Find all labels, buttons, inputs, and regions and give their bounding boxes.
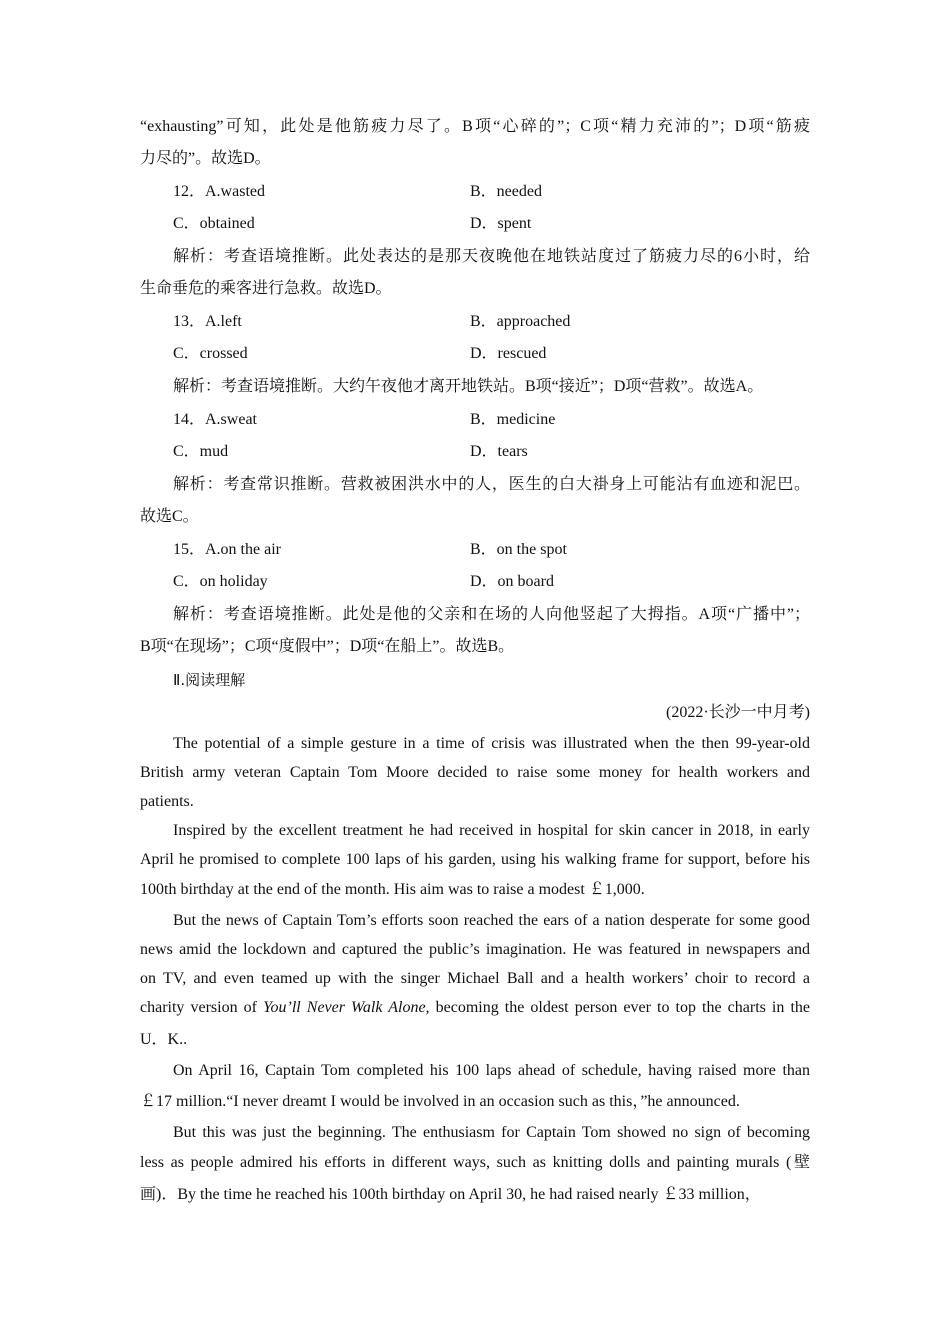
- explanation-11-line-3: 力尽的”。故选D。: [140, 150, 271, 167]
- passage-p4-line-1: On April 16, Captain Tom completed his 100 laps ahead of schedule, having raised more than: [173, 1062, 810, 1079]
- p3-text-after-title: becoming the oldest person ever to top the charts in the: [429, 999, 810, 1016]
- q12-option-d: D．spent: [470, 215, 532, 232]
- q14-option-c: C．mud: [173, 443, 229, 460]
- passage-source: (2022·长沙一中月考): [666, 704, 810, 721]
- q14-explanation-line-1: 解析：考查常识推断。营救被困洪水中的人，医生的白大褂身上可能沾有血迹和泥巴。: [173, 476, 810, 493]
- passage-p2-line-2: April he promised to complete 100 laps of his garden, using his walking frame for support, before his: [140, 851, 810, 868]
- p3-text-before-title: charity version of: [140, 999, 264, 1016]
- passage-p1-line-1: The potential of a simple gesture in a time of crisis was illustrated when the then 99-year-old: [173, 735, 810, 752]
- q14-option-a: 14．A.sweat: [173, 411, 257, 428]
- passage-p3-line-2: news amid the lockdown and captured the public’s imagination. He was featured in newspapers and: [140, 941, 810, 958]
- q13-explanation: 解析：考查语境推断。大约午夜他才离开地铁站。B项“接近”；D项“营救”。故选A。: [173, 378, 764, 395]
- explanation-11-line-2: “exhausting”可知，此处是他筋疲力尽了。B项“心碎的”；C项“精力充沛的”；D项“筋疲: [140, 118, 810, 135]
- q15-option-d: D．on board: [470, 573, 554, 590]
- passage-p1-line-2: British army veteran Captain Tom Moore decided to raise some money for health workers and: [140, 764, 810, 781]
- passage-p5-line-3: 画)．By the time he reached his 100th birthday on April 30, he had raised nearly ￡33 million，: [140, 1186, 761, 1203]
- passage-p3-line-4: [140, 998, 810, 1018]
- passage-p2-line-1: Inspired by the excellent treatment he had received in hospital for skin cancer in 2018, in early: [173, 822, 810, 839]
- q14-explanation-line-2: 故选C。: [140, 508, 199, 525]
- q12-option-b: B．needed: [470, 183, 542, 200]
- q15-option-c: C．on holiday: [173, 573, 268, 590]
- q13-option-d: D．rescued: [470, 345, 547, 362]
- passage-p3-line-3: on TV, and even teamed up with the singer Michael Ball and a health workers’ choir to record a: [140, 970, 810, 987]
- q14-option-d: D．tears: [470, 443, 528, 460]
- passage-p5-line-2: less as people admired his efforts in different ways, such as knitting dolls and painting murals (壁: [140, 1154, 810, 1171]
- q15-explanation-line-1: 解析：考查语境推断。此处是他的父亲和在场的人向他竖起了大拇指。A项“广播中”；: [173, 606, 810, 623]
- q12-explanation-line-1: 解析：考查语境推断。此处表达的是那天夜晚他在地铁站度过了筋疲力尽的6小时，给: [173, 248, 810, 265]
- q15-explanation-line-2: B项“在现场”；C项“度假中”；D项“在船上”。故选B。: [140, 638, 515, 655]
- passage-p2-line-3: 100th birthday at the end of the month. His aim was to raise a modest ￡1,000.: [140, 881, 645, 898]
- q15-option-a: 15．A.on the air: [173, 541, 281, 558]
- section-heading: Ⅱ.阅读理解: [173, 671, 246, 689]
- q12-option-c: C．obtained: [173, 215, 255, 232]
- song-title: You’ll Never Walk Alone,: [263, 999, 430, 1016]
- q12-option-a: 12．A.wasted: [173, 183, 265, 200]
- q15-option-b: B．on the spot: [470, 541, 567, 558]
- q13-option-b: B．approached: [470, 313, 571, 330]
- passage-p1-line-3: patients.: [140, 793, 194, 810]
- passage-p3-line-5: U．K..: [140, 1031, 188, 1048]
- passage-p5-line-1: But this was just the beginning. The enthusiasm for Captain Tom showed no sign of becoming: [173, 1124, 810, 1141]
- q12-explanation-line-2: 生命垂危的乘客进行急救。故选D。: [140, 280, 392, 297]
- q14-option-b: B．medicine: [470, 411, 556, 428]
- passage-p4-line-2: ￡17 million.“I never dreamt I would be involved in an occasion such as this，”he announced.: [140, 1093, 740, 1110]
- q13-option-c: C．crossed: [173, 345, 248, 362]
- q13-option-a: 13．A.left: [173, 313, 242, 330]
- passage-p3-line-1: But the news of Captain Tom’s efforts soon reached the ears of a nation desperate for some good: [173, 912, 810, 929]
